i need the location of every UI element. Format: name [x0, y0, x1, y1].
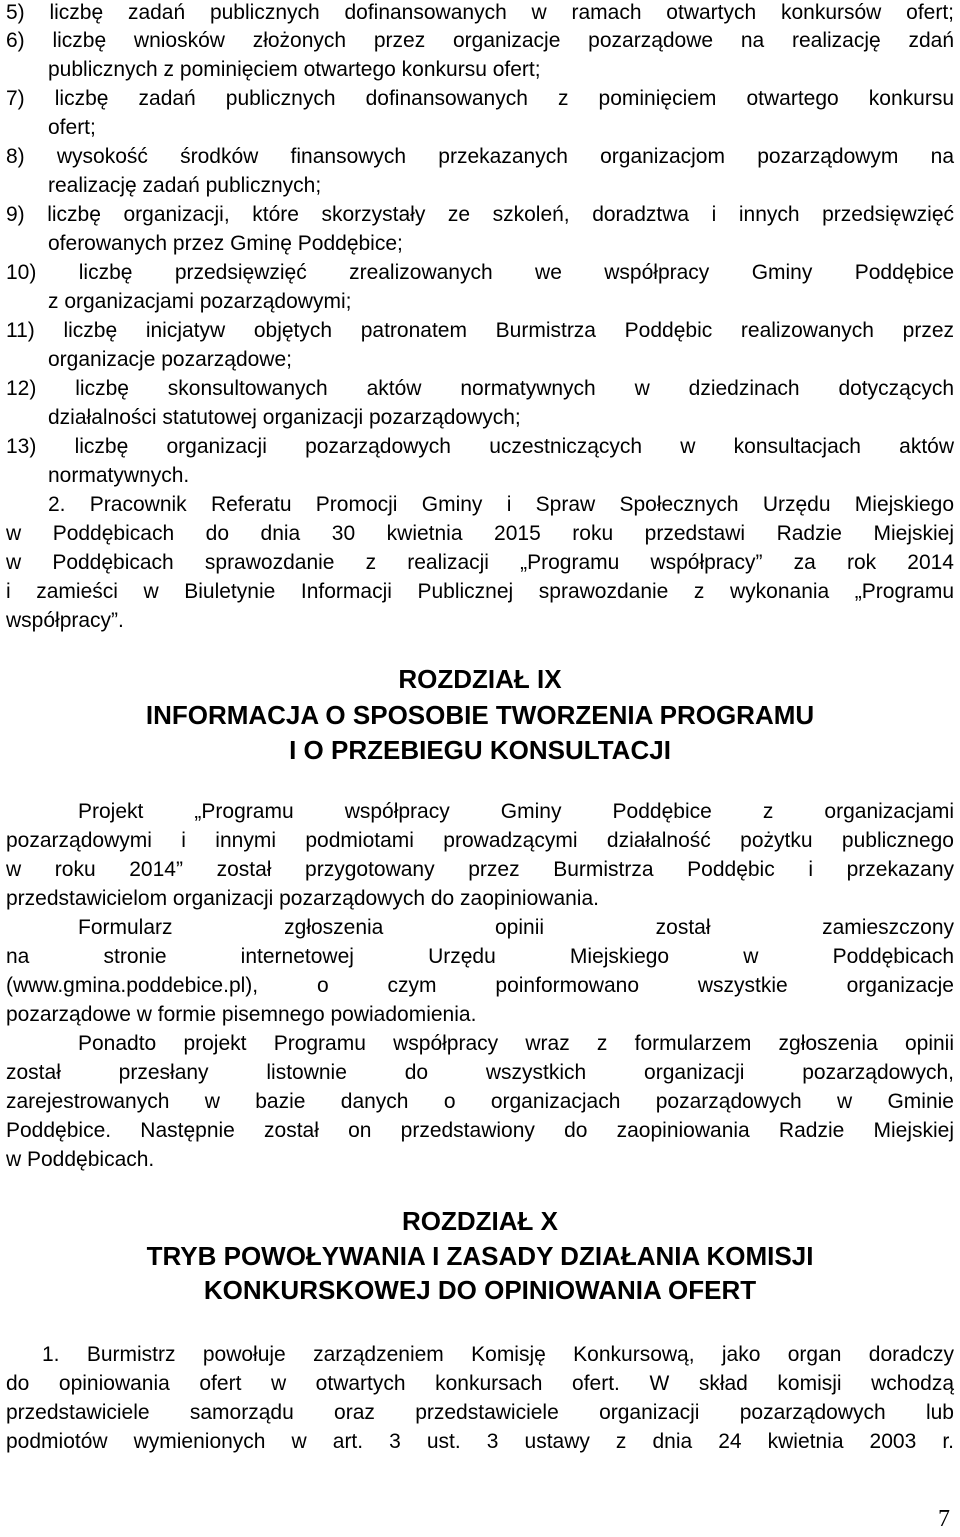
- ch10-p1-line-4: podmiotów wymienionych w art. 3 ust. 3 ustawy z dnia 24 kwietnia 2003 r.: [6, 1430, 954, 1453]
- ch9-p3-line-4: Poddębice. Następnie został on przedstawiony do zaopiniowania Radzie Miejskiej: [6, 1119, 954, 1142]
- list-item-9: 9) liczbę organizacji, które skorzystały ze szkoleń, doradztwa i innych przedsięwzięć: [6, 203, 954, 226]
- ch9-p3-line-3: zarejestrowanych w bazie danych o organizacjach pozarządowych w Gminie: [6, 1090, 954, 1113]
- page-number: 7: [938, 1506, 950, 1532]
- point-2-line-4: i zamieści w Biuletynie Informacji Publicznej sprawozdanie z wykonania „Programu: [6, 580, 954, 603]
- chapter-9-subtitle-1: INFORMACJA O SPOSOBIE TWORZENIA PROGRAMU: [145, 700, 815, 730]
- list-item-10-cont: z organizacjami pozarządowymi;: [48, 290, 352, 313]
- list-item-13-cont: normatywnych.: [48, 464, 190, 487]
- chapter-9-title: ROZDZIAŁ IX: [398, 664, 562, 694]
- ch10-p1-line-2: do opiniowania ofert w otwartych konkursach ofert. W skład komisji wchodzą: [6, 1372, 954, 1395]
- list-item-6: 6) liczbę wniosków złożonych przez organizacje pozarządowe na realizację zdań: [6, 29, 954, 52]
- ch9-p1-line-3: w roku 2014” został przygotowany przez Burmistrza Poddębic i przekazany: [6, 858, 954, 881]
- ch10-p1-line-1: 1. Burmistrz powołuje zarządzeniem Komisję Konkursową, jako organ doradczy: [42, 1343, 954, 1366]
- list-item-7: 7) liczbę zadań publicznych dofinansowanych z pominięciem otwartego konkursu: [6, 87, 954, 110]
- list-item-7-cont: ofert;: [48, 116, 96, 139]
- list-item-6-cont: publicznych z pominięciem otwartego konkursu ofert;: [48, 58, 541, 81]
- list-item-12-cont: działalności statutowej organizacji pozarządowych;: [48, 406, 521, 429]
- list-item-10: 10) liczbę przedsięwzięć zrealizowanych we współpracy Gminy Poddębice: [6, 261, 954, 284]
- point-2-line-3: w Poddębicach sprawozdanie z realizacji „Programu współpracy” za rok 2014: [6, 551, 954, 574]
- ch9-p3-line-5: w Poddębicach.: [6, 1148, 155, 1171]
- ch9-p3-line-1: Ponadto projekt Programu współpracy wraz z formularzem zgłoszenia opinii: [78, 1032, 954, 1055]
- ch9-p1-line-1: Projekt „Programu współpracy Gminy Poddębice z organizacjami: [78, 800, 954, 823]
- chapter-9-subtitle-2: I O PRZEBIEGU KONSULTACJI: [289, 735, 671, 765]
- ch10-p1-line-3: przedstawiciele samorządu oraz przedstawiciele organizacji pozarządowych lub: [6, 1401, 954, 1424]
- chapter-10-subtitle-2: KONKURSKOWEJ DO OPINIOWANIA OFERT: [203, 1275, 757, 1305]
- list-item-11: 11) liczbę inicjatyw objętych patronatem Burmistrza Poddębic realizowanych przez: [6, 319, 954, 342]
- ch9-p2-line-3: (www.gmina.poddebice.pl), o czym poinformowano wszystkie organizacje: [6, 974, 954, 997]
- ch9-p2-line-2: na stronie internetowej Urzędu Miejskiego w Poddębicach: [6, 945, 954, 968]
- ch9-p1-line-2: pozarządowymi i innymi podmiotami prowadzącymi działalność pożytku publicznego: [6, 829, 954, 852]
- point-2-line-2: w Poddębicach do dnia 30 kwietnia 2015 roku przedstawi Radzie Miejskiej: [6, 522, 954, 545]
- list-item-8-cont: realizację zadań publicznych;: [48, 174, 322, 197]
- chapter-10-subtitle-1: TRYB POWOŁYWANIA I ZASADY DZIAŁANIA KOMISJI: [146, 1241, 814, 1271]
- ch9-p1-line-4: przedstawicielom organizacji pozarządowych do zaopiniowania.: [6, 887, 599, 910]
- list-item-13: 13) liczbę organizacji pozarządowych uczestniczących w konsultacjach aktów: [6, 435, 954, 458]
- ch9-p2-line-4: pozarządowe w formie pisemnego powiadomienia.: [6, 1003, 477, 1026]
- list-item-11-cont: organizacje pozarządowe;: [48, 348, 292, 371]
- list-item-9-cont: oferowanych przez Gminę Poddębice;: [48, 232, 403, 255]
- point-2-line-1: 2. Pracownik Referatu Promocji Gminy i Spraw Społecznych Urzędu Miejskiego: [48, 493, 954, 516]
- ch9-p3-line-2: został przesłany listownie do wszystkich organizacji pozarządowych,: [6, 1061, 954, 1084]
- list-item-8: 8) wysokość środków finansowych przekazanych organizacjom pozarządowym na: [6, 145, 954, 168]
- ch9-p2-line-1: Formularz zgłoszenia opinii został zamieszczony: [78, 916, 954, 939]
- list-item-5: 5) liczbę zadań publicznych dofinansowanych w ramach otwartych konkursów ofert;: [6, 1, 954, 24]
- chapter-10-title: ROZDZIAŁ X: [402, 1206, 558, 1236]
- list-item-12: 12) liczbę skonsultowanych aktów normatywnych w dziedzinach dotyczących: [6, 377, 954, 400]
- point-2-line-5: współpracy”.: [6, 609, 124, 632]
